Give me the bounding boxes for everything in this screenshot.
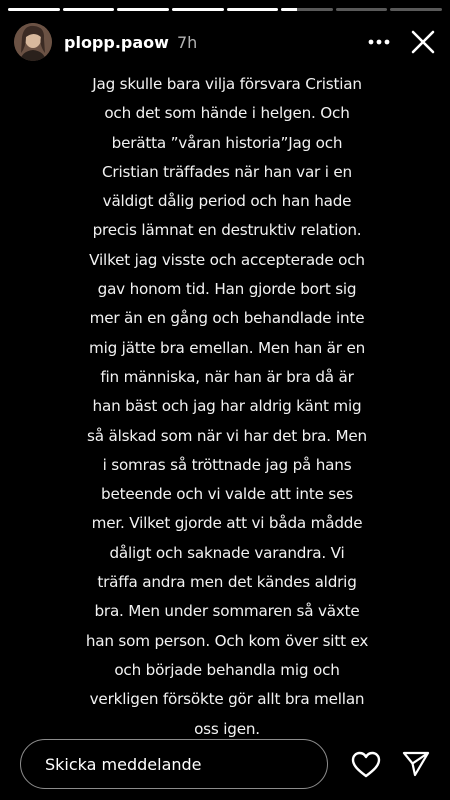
progress-fill xyxy=(281,8,296,11)
story-text-line: Vilket jag visste och accepterade och xyxy=(89,250,365,269)
story-text-line: dåligt och saknade varandra. Vi xyxy=(109,543,345,562)
story-text-line: mer än en gång och behandlade inte xyxy=(89,309,365,328)
progress-segment xyxy=(8,8,60,11)
progress-segment xyxy=(390,8,442,11)
story-text-line: han som person. Och kom över sitt ex xyxy=(85,631,369,650)
story-text-line: Cristian träffades när han var i en xyxy=(102,162,352,181)
story-text-line: och började behandla mig och xyxy=(114,660,340,679)
story-text-line: bra. Men under sommaren så växte xyxy=(94,602,360,621)
story-text-line: beteende och vi valde att inte ses xyxy=(101,485,353,504)
story-text-line: mer. Vilket gjorde att vi båda mådde xyxy=(91,514,363,533)
message-input[interactable] xyxy=(20,739,328,789)
story-text-line: gav honom tid. Han gjorde bort sig xyxy=(97,280,357,299)
progress-segment xyxy=(336,8,388,11)
send-button[interactable] xyxy=(400,748,432,780)
story-text-line: oss igen. xyxy=(194,719,260,738)
story-text-line: han bäst och jag har aldrig känt mig xyxy=(92,397,362,416)
story-text-line: precis lämnat en destruktiv relation. xyxy=(92,221,362,240)
progress-fill xyxy=(172,8,224,11)
story-text-line: i somras så tröttnade jag på hans xyxy=(102,455,352,474)
progress-segment xyxy=(227,8,279,11)
story-text-line: verkligen försökte gör allt bra mellan xyxy=(89,690,365,709)
story-footer xyxy=(20,738,436,790)
progress-segment xyxy=(63,8,115,11)
story-text-line: mig jätte bra emellan. Men han är en xyxy=(88,338,366,357)
story-progress-bar xyxy=(8,8,442,11)
send-icon xyxy=(402,751,430,777)
more-horizontal-icon xyxy=(368,39,390,45)
progress-fill xyxy=(117,8,169,11)
close-button[interactable] xyxy=(408,27,438,57)
more-options-button[interactable] xyxy=(364,27,394,57)
close-icon xyxy=(411,30,435,54)
progress-segment xyxy=(281,8,333,11)
story-text-line: och det som hände i helgen. Och xyxy=(104,104,350,123)
progress-segment xyxy=(172,8,224,11)
story-text-line: väldigt dålig period och han hade xyxy=(102,192,352,211)
heart-icon xyxy=(351,751,381,778)
story-text xyxy=(82,70,372,744)
message-placeholder: Skicka meddelande xyxy=(45,754,202,774)
story-header xyxy=(14,22,438,62)
avatar-image xyxy=(14,23,52,61)
story-text-line: fin människa, när han är bra då är xyxy=(100,367,354,386)
story-text-line: berätta ”våran historia”Jag och xyxy=(111,133,343,152)
progress-fill xyxy=(8,8,60,11)
progress-fill xyxy=(63,8,115,11)
progress-fill xyxy=(227,8,279,11)
story-text-line: träffa andra men det kändes aldrig xyxy=(97,573,357,592)
like-button[interactable] xyxy=(350,748,382,780)
story-text-line: så älskad som när vi har det bra. Men xyxy=(87,426,367,445)
story-text-line: Jag skulle bara vilja försvara Cristian xyxy=(92,75,362,93)
post-time: 7h xyxy=(176,32,198,52)
avatar[interactable] xyxy=(14,23,52,61)
username[interactable]: plopp.paow xyxy=(64,32,169,52)
progress-segment xyxy=(117,8,169,11)
